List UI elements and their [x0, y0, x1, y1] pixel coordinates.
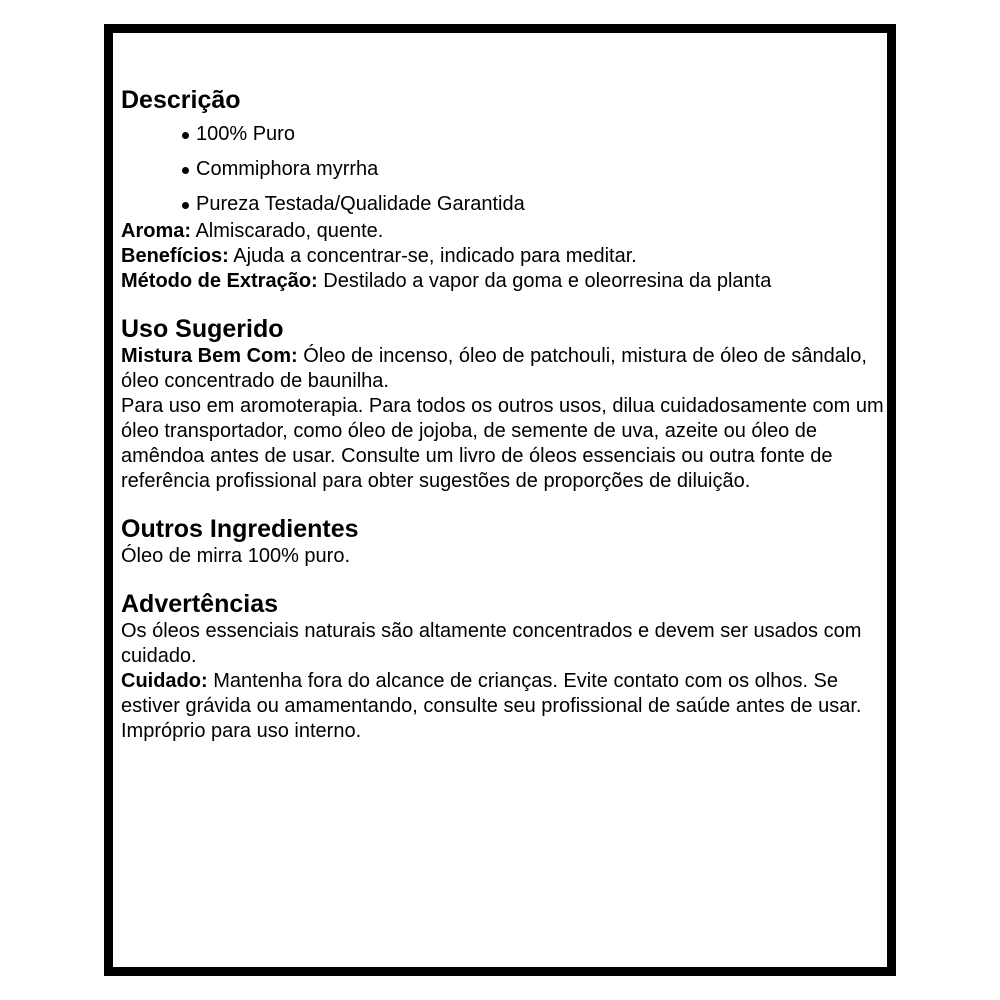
bullet-item: Pureza Testada/Qualidade Garantida: [181, 187, 891, 222]
benefits-label: Benefícios:: [121, 245, 229, 267]
benefits-value: Ajuda a concentrar-se, indicado para meditar.: [228, 245, 637, 267]
warnings-heading: Advertências: [121, 590, 279, 618]
blends-value: Óleo de incenso, óleo de patchouli, mistura de óleo de sândalo, óleo concentrado de baunilha.: [121, 345, 867, 392]
caution-label: Cuidado:: [121, 670, 208, 692]
blends-label: Mistura Bem Com:: [121, 345, 298, 367]
description-bullets: [121, 117, 891, 222]
product-info: [121, 85, 891, 744]
other-ingredients-text: Óleo de mirra 100% puro.: [121, 545, 351, 567]
bullet-item: 100% Puro: [181, 117, 891, 152]
extraction-label: Método de Extração:: [121, 270, 318, 292]
usage-instructions: Para uso em aromoterapia. Para todos os outros usos, dilua cuidadosamente com um óleo transportador, como óleo de jojoba, de semente de uva, azeite ou óleo de amêndoa antes de usar. Consulte um livro de óleos essenciais ou outra fonte de referência profissional para obter sugestões de proporções de diluição.: [121, 395, 884, 492]
caution-field: [121, 669, 891, 744]
aroma-field: [121, 219, 891, 244]
description-heading: Descrição: [121, 86, 241, 114]
suggested-use-heading: Uso Sugerido: [121, 315, 284, 343]
extraction-field: [121, 269, 891, 294]
aroma-value: Almiscarado, quente.: [191, 220, 384, 242]
caution-value: Mantenha fora do alcance de crianças. Evite contato com os olhos. Se estiver grávida ou amamentando, consulte seu profissional de saúde antes de usar. Impróprio para uso interno.: [121, 670, 862, 742]
aroma-label: Aroma:: [121, 220, 192, 242]
bullet-item: Commiphora myrrha: [181, 152, 891, 187]
blends-field: [121, 344, 891, 394]
extraction-value: Destilado a vapor da goma e oleorresina da planta: [317, 270, 772, 292]
benefits-field: [121, 244, 891, 269]
warnings-text: Os óleos essenciais naturais são altamente concentrados e devem ser usados com cuidado.: [121, 620, 862, 667]
other-ingredients-heading: Outros Ingredientes: [121, 515, 359, 543]
